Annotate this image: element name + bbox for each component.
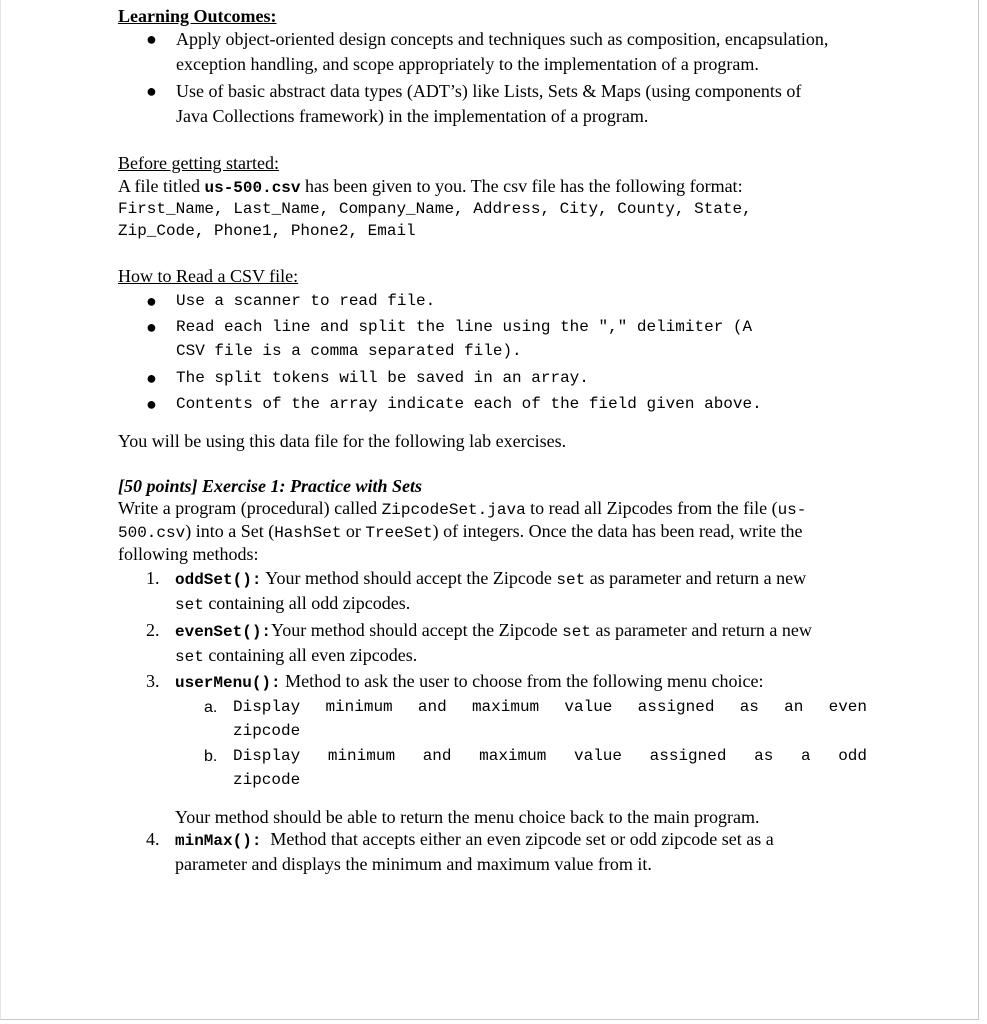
method-1-text-a: Your method should accept the Zipcode — [261, 568, 557, 588]
intro2-code: 500.csv — [118, 524, 186, 542]
method-1-code: set — [556, 571, 586, 589]
method-4-line2: parameter and displays the minimum and maximum value from it. — [175, 854, 652, 874]
howto-bullet-3-text: The split tokens will be saved in an array. — [176, 369, 589, 387]
method-4 — [146, 827, 774, 874]
bullet-icon: ● — [146, 317, 157, 337]
method-2-line1 — [175, 618, 812, 645]
method-1 — [146, 566, 807, 614]
method-4-number: 4. — [146, 829, 160, 849]
method-3 — [146, 669, 764, 694]
exercise-heading: [50 points] Exercise 1: Practice with Sets — [118, 476, 422, 496]
bullet-icon: ● — [146, 29, 157, 49]
bullet-icon: ● — [146, 81, 157, 101]
howto-closing: You will be using this data file for the following lab exercises. — [118, 431, 567, 451]
evenset-name: evenSet(): — [175, 623, 272, 641]
minmax-name: minMax(): — [175, 832, 262, 850]
howto-bullet-2-line1: Read each line and split the line using the "," delimiter (A — [176, 318, 753, 336]
exercise-intro-line3: following methods: — [118, 544, 259, 564]
intro1-text: Write a program (procedural) called — [118, 498, 382, 518]
learning-bullet-1-line1: Apply object-oriented design concepts and techniques such as composition, encapsulation, — [176, 29, 829, 49]
intro1-text-b: to read all Zipcodes from the file ( — [525, 498, 778, 518]
format-line1: First_Name, Last_Name, Company_Name, Address, City, County, State, — [118, 200, 752, 218]
method-2-line2-code: set — [175, 648, 204, 666]
method-1-text-b: as parameter and return a new — [585, 568, 807, 588]
method-2-line2-text: containing all even zipcodes. — [203, 645, 418, 665]
before-heading: Before getting started: — [118, 153, 279, 173]
menu-option-b-line2: zipcode — [233, 771, 301, 789]
method-2-line2 — [175, 643, 417, 670]
method-3-text: Method to ask the user to choose from the following menu choice: — [280, 671, 764, 691]
method-2-text-b: as parameter and return a new — [590, 620, 812, 640]
usermenu-name: userMenu(): — [175, 674, 281, 692]
method-2-number: 2. — [146, 620, 160, 640]
bullet-icon: ● — [146, 394, 157, 414]
method-3-number: 3. — [146, 671, 160, 691]
method-3-line1 — [175, 669, 764, 696]
intro2-text-c: ) of integers. Once the data has been read, write the — [432, 521, 803, 541]
method-2 — [146, 618, 812, 666]
learning-bullet-2-line1: Use of basic abstract data types (ADT’s) like Lists, Sets & Maps (using components of — [176, 81, 802, 101]
menu-option-a-line2: zipcode — [233, 722, 301, 740]
bullet-icon: ● — [146, 368, 157, 388]
oddset-name: oddSet(): — [175, 571, 262, 589]
menu-option-b-line1: Display minimum and maximum value assigned as a odd — [233, 747, 867, 765]
method-2-text-a: Your method should accept the Zipcode — [271, 620, 563, 640]
before-line1-post: has been given to you. The csv file has the following format: — [300, 176, 743, 196]
method-1-line2-text: containing all odd zipcodes. — [203, 593, 411, 613]
zipcodeset-filename: ZipcodeSet.java — [381, 501, 526, 519]
howto-bullet-1-text: Use a scanner to read file. — [176, 292, 436, 310]
method-1-line2 — [175, 591, 410, 618]
method-1-number: 1. — [146, 568, 160, 588]
method-2-code: set — [562, 623, 591, 641]
treeset-code: TreeSet — [365, 524, 433, 542]
hashset-code: HashSet — [274, 524, 342, 542]
intro2-text-a: ) into a Set ( — [185, 521, 275, 541]
method-3-return-text: Your method should be able to return the menu choice back to the main program. — [175, 807, 760, 827]
menu-option-a-line1: Display minimum and maximum value assigned as an even — [233, 698, 867, 716]
howto-bullet-2-line2: CSV file is a comma separated file). — [176, 342, 522, 360]
method-1-line1 — [175, 566, 806, 593]
method-4-line1 — [175, 827, 774, 854]
learning-outcomes-heading: Learning Outcomes: — [118, 6, 277, 26]
csv-filename: us-500.csv — [204, 179, 301, 197]
learning-bullet-2-line2: Java Collections framework) in the implementation of a program. — [176, 106, 649, 126]
before-line1-pre: A file titled — [118, 176, 205, 196]
bullet-icon: ● — [146, 291, 157, 311]
intro2-text-b: or — [341, 521, 366, 541]
howto-bullet-4-text: Contents of the array indicate each of the field given above. — [176, 395, 762, 413]
howto-heading: How to Read a CSV file: — [118, 266, 299, 286]
intro1-code2: us- — [777, 501, 807, 519]
menu-option-a-label: a. — [204, 699, 218, 716]
learning-bullet-1-line2: exception handling, and scope appropriately to the implementation of a program. — [176, 54, 759, 74]
method-1-line2-code: set — [175, 596, 204, 614]
menu-option-b-label: b. — [204, 748, 218, 765]
format-line2: Zip_Code, Phone1, Phone2, Email — [118, 222, 416, 240]
method-4-text: Method that accepts either an even zipcode set or odd zipcode set as a — [261, 829, 774, 849]
